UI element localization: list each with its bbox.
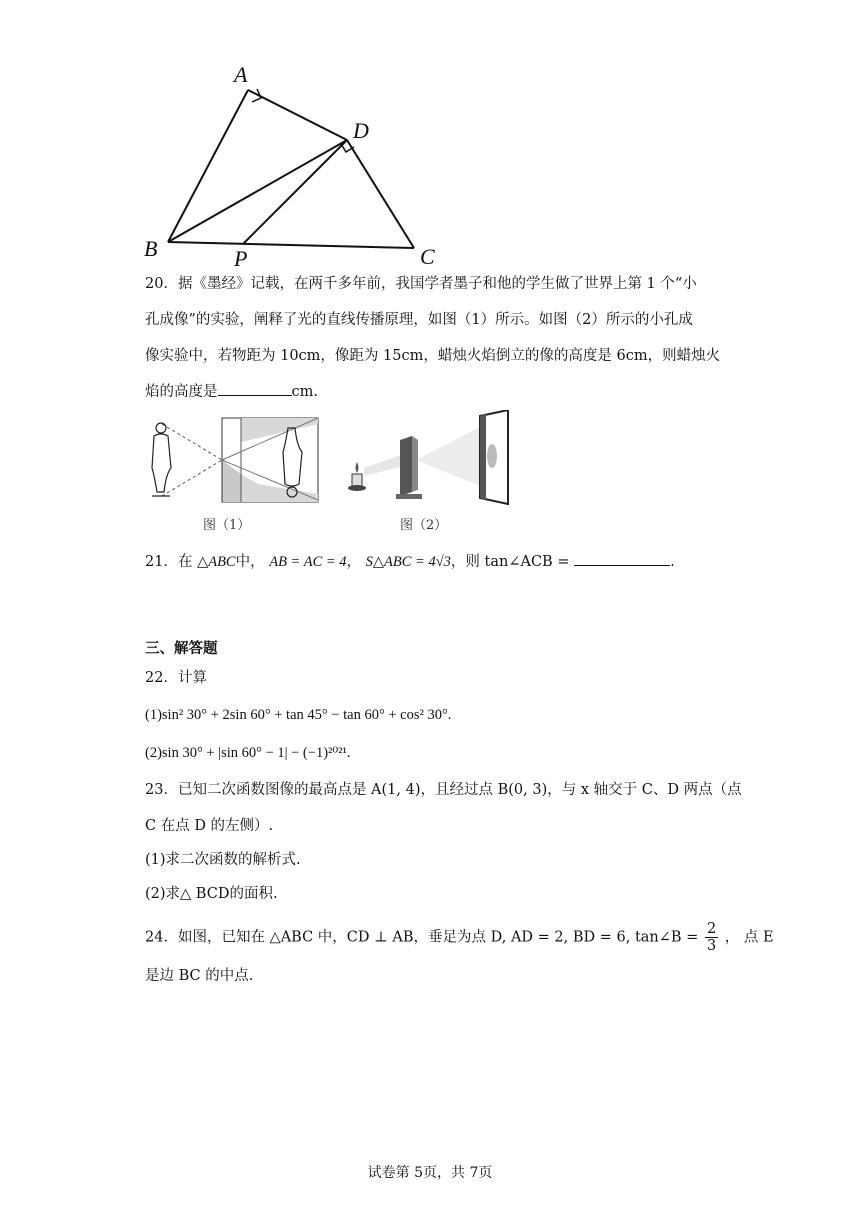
pinhole-figure-1: [140, 412, 330, 508]
q23-item1: (1)求二次函数的解析式.: [145, 852, 301, 868]
candle-icon: [348, 462, 366, 491]
segment-PD: [243, 140, 347, 244]
q20-line2: 孔成像”的实验，阐释了光的直线传播原理，如图（1）所示。如图（2）所示的小孔成: [145, 312, 693, 328]
q24-text-b: ， 点 E: [724, 929, 774, 946]
q21-then: ，则 tan∠ACB =: [450, 554, 570, 570]
section-title: 三、解答题: [145, 640, 218, 657]
q21-equation: AB = AC = 4: [269, 554, 347, 570]
q24-frac-num: 2: [706, 921, 717, 937]
q24-line2: 是边 BC 的中点.: [145, 968, 254, 984]
q20-line4: [145, 378, 318, 407]
q21-mid: 中，: [235, 554, 265, 570]
page-footer: 试卷第 5页，共 7页: [367, 1165, 493, 1181]
q24-frac-den: 3: [706, 938, 717, 954]
q21-line: [145, 548, 675, 577]
q20-line1: 20．据《墨经》记载，在两千多年前，我国学者墨子和他的学生做了世界上第 1 个“小: [145, 276, 697, 292]
answer-blank-21[interactable]: [574, 551, 670, 566]
q21-sep: ，: [346, 554, 362, 570]
right-angle-A: [252, 89, 261, 102]
q21-end: .: [670, 554, 675, 570]
q24-text-a: 24．如图，已知在 △ABC 中，CD ⊥ AB，垂足为点 D, AD = 2, BD = 6, tan∠B =: [145, 929, 699, 946]
q24-line1: [145, 921, 774, 954]
label-P: P: [234, 246, 248, 270]
q21-triangle: △ABC: [197, 554, 236, 570]
q20-prefix: 焰的高度是: [145, 384, 218, 400]
answer-blank-20[interactable]: [218, 381, 292, 396]
q22-item1: (1)sin² 30° + 2sin 60° + tan 45° − tan 60° + cos² 30°.: [145, 707, 452, 723]
q20-suffix: cm.: [291, 384, 318, 400]
q23-line1: 23．已知二次函数图像的最高点是 A(1, 4)，且经过点 B(0, 3)，与 x 轴交于 C、D 两点（点: [145, 782, 742, 798]
label-B: B: [144, 236, 158, 261]
q22-title: 22．计算: [145, 670, 207, 686]
q20-line3: 像实验中，若物距为 10cm，像距为 15cm，蜡烛火焰倒立的像的高度是 6cm，则蜡烛火: [145, 348, 721, 364]
person-icon: [152, 423, 171, 496]
q24-fraction: [705, 921, 718, 954]
segment-BC: [168, 242, 414, 248]
screen-icon: [480, 410, 508, 504]
label-D: D: [353, 118, 369, 143]
q21-area: S△ABC = 4√3: [365, 554, 451, 570]
segment-DC: [347, 140, 414, 248]
q23-line2: C 在点 D 的左侧）.: [145, 818, 274, 834]
segment-AD: [248, 90, 347, 140]
pinhole-figure-2: [340, 410, 520, 510]
q22-item2: (2)sin 30° + |sin 60° − 1| − (−1)²⁰²¹.: [145, 745, 351, 761]
triangle-figure: [140, 60, 450, 270]
q23-item2: (2)求△ BCD的面积.: [145, 886, 278, 902]
label-C: C: [420, 244, 435, 269]
fig2-caption: 图（2）: [400, 518, 448, 533]
label-A: A: [234, 62, 248, 87]
q21-prefix: 21．在: [145, 554, 193, 570]
pinhole-board-icon: [396, 436, 422, 499]
fig1-caption: 图（1）: [203, 518, 251, 533]
